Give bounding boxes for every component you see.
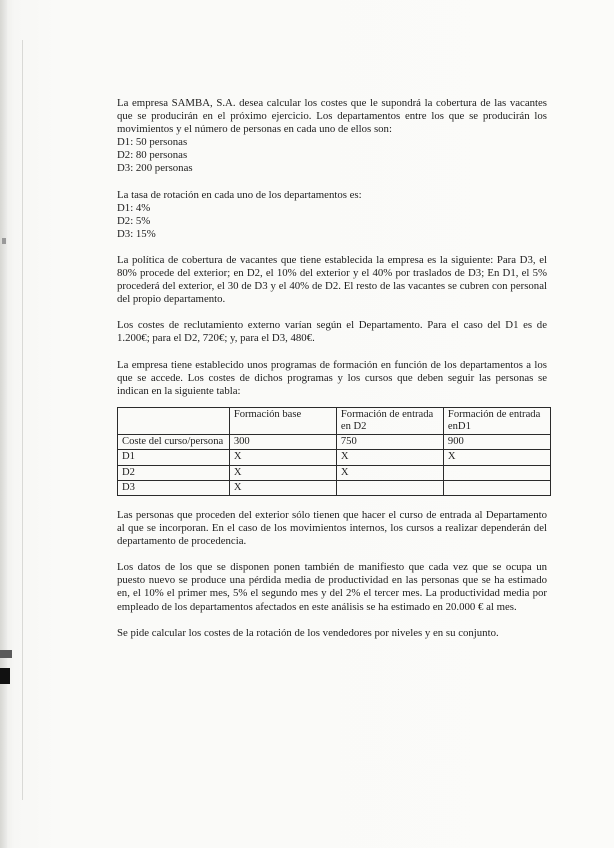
question-paragraph: Se pide calcular los costes de la rotación de los vendedores por niveles y en su conjunto. (117, 626, 499, 639)
scan-artifact (2, 238, 6, 244)
rotation-heading: La tasa de rotación en cada uno de los departamentos es: (117, 188, 362, 201)
table-cell (336, 480, 443, 495)
external-note-paragraph: Las personas que proceden del exterior sólo tienen que hacer el curso de entrada al Departamento al que se incorporan. En el caso de los movimientos internos, los cursos a realizar dependerán del departamento de procedencia. (117, 509, 547, 548)
scan-artifact (0, 668, 10, 684)
table-cell (443, 465, 550, 480)
table-header-cell: Formación de entrada en D2 (336, 407, 443, 434)
scan-edge-shadow (0, 0, 7, 848)
table-cell: 900 (443, 435, 550, 450)
training-intro-paragraph: La empresa tiene establecido unos programas de formación en función de los departamentos a los que se accede. Los costes de dichos programas y los cursos que deben seguir las personas se indican en la siguiente tabla: (117, 358, 547, 397)
table-cell: Coste del curso/persona (118, 435, 230, 450)
rotation-rate: D2: 5% (117, 214, 151, 227)
intro-paragraph: La empresa SAMBA, S.A. desea calcular los costes que le supondrá la cobertura de las vacantes que se producirán en el próximo ejercicio. Los departamentos entre los que se producirán los movimientos y el número de personas en cada uno de ellos son: (117, 97, 547, 136)
table-cell: X (443, 450, 550, 465)
policy-paragraph: La política de cobertura de vacantes que tiene establecida la empresa es la siguiente: Para D3, el 80% procede del exterior; en D2, el 10% del exterior y el 40% por traslados de D3; En D1, el 5% procederá del exterior, el 30 de D3 y el 40% de D2. El resto de las vacantes se cubren con personal del propio departamento. (117, 253, 547, 306)
table-cell: D3 (118, 480, 230, 495)
table-cell: D1 (118, 450, 230, 465)
table-header-row (118, 407, 551, 434)
table-cell: 750 (336, 435, 443, 450)
table-cell: X (336, 450, 443, 465)
department-line: D1: 50 personas (117, 136, 188, 149)
table-cell (443, 480, 550, 495)
department-line: D2: 80 personas (117, 149, 188, 162)
scan-artifact (0, 650, 12, 658)
table-cell: D2 (118, 465, 230, 480)
rotation-rate: D3: 15% (117, 227, 156, 240)
table-row (118, 465, 551, 480)
table-row (118, 480, 551, 495)
document-body (117, 97, 547, 640)
table-cell: X (229, 450, 336, 465)
rotation-rate: D1: 4% (117, 201, 151, 214)
table-cell: X (336, 465, 443, 480)
table-header-cell (118, 407, 230, 434)
productivity-paragraph: Los datos de los que se disponen ponen también de manifiesto que cada vez que se ocupa un puesto nuevo se produce una pérdida media de productividad en las personas que se ha estimado en, el 10% el primer mes, 5% el segundo mes y del 2% el tercer mes. La productividad media por empleado de los departamentos afectados en este análisis se ha estimado en 20.000 € al mes. (117, 561, 547, 613)
binding-line (22, 40, 23, 800)
recruitment-paragraph: Los costes de reclutamiento externo varían según el Departamento. Para el caso del D1 es de 1.200€; para el D2, 720€; y, para el D3, 480€. (117, 319, 547, 345)
table-cell: X (229, 480, 336, 495)
table-row (118, 450, 551, 465)
table-cell: 300 (229, 435, 336, 450)
training-cost-table (117, 407, 551, 496)
table-cell: X (229, 465, 336, 480)
department-line: D3: 200 personas (117, 162, 193, 175)
table-row (118, 435, 551, 450)
table-header-cell: Formación base (229, 407, 336, 434)
table-header-cell: Formación de entrada enD1 (443, 407, 550, 434)
